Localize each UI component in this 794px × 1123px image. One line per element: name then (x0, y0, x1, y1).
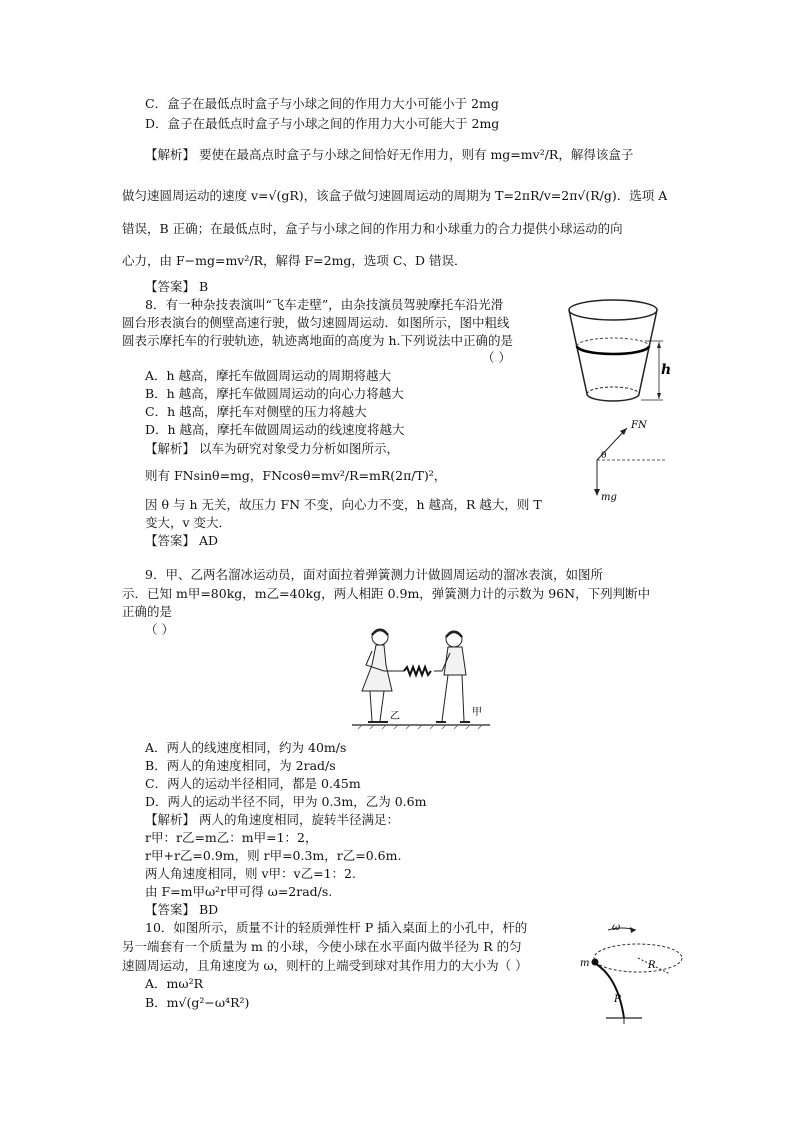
q8-stage-figure (563, 296, 683, 406)
q9-analysis-line-5: 由 F=m甲ω²r甲可得 ω=2rad/s. (145, 884, 333, 899)
q9-option-c: C．两人的运动半径相同，都是 0.45m (145, 776, 361, 791)
q7-analysis-line-3: 错误，B 正确；在最低点时，盒子与小球之间的作用力和小球重力的合力提供小球运动的向 (122, 221, 623, 236)
q9-stem-line-1: 9．甲、乙两名溜冰运动员，面对面拉着弹簧测力计做圆周运动的溜冰表演，如图所 (145, 567, 603, 582)
q7-analysis-line-1: 【解析】 要使在最高点时盒子与小球之间恰好无作用力，则有 mg=mv²/R，解得该盒子 (145, 147, 634, 162)
q10-fig-p-label: P (614, 994, 621, 1005)
q8-fig-fn-label: FN (631, 420, 647, 431)
q10-rod-figure (578, 922, 688, 1024)
q9-skaters-figure (348, 625, 494, 733)
q9-analysis-line-2: r甲：r乙=m乙：m甲=1：2， (145, 830, 318, 845)
q8-analysis-line-2: 则有 FNsinθ=mg，FNcosθ=mv²/R=mR(2π/T)²， (145, 468, 447, 483)
q9-stem-line-3: 正确的是 (122, 604, 173, 619)
q8-analysis-line-4: 变大，v 变大． (145, 515, 232, 530)
q7-answer: 【答案】 B (145, 279, 209, 294)
q9-option-a: A．两人的线速度相同，约为 40m/s (145, 740, 347, 755)
q8-option-b: B．h 越高，摩托车做圆周运动的向心力将越大 (145, 386, 404, 401)
q10-option-a: A．mω²R (145, 976, 203, 991)
q10-fig-r-label: R (648, 960, 656, 971)
q8-stem-line-3: 圆表示摩托车的行驶轨迹，轨迹离地面的高度为 h.下列说法中正确的是 (122, 333, 513, 348)
q9-stem-line-2: 示．已知 m甲=80kg，m乙=40kg，两人相距 0.9m，弹簧测力计的示数为 96N，下列判断中 (122, 586, 651, 601)
q9-answer: 【答案】 BD (145, 902, 219, 917)
q8-analysis-line-1: 【解析】 以车为研究对象受力分析如图所示， (145, 441, 399, 456)
q7-option-d: D．盒子在最低点时盒子与小球之间的作用力大小可能大于 2mg (145, 116, 500, 131)
q10-fig-omega-label: ω (612, 922, 621, 933)
q9-answer-paren: （ ） (145, 622, 174, 637)
q8-fig-mg-label: mg (601, 492, 617, 503)
q8-option-c: C．h 越高，摩托车对侧壁的压力将越大 (145, 404, 367, 419)
q9-analysis-line-4: 两人角速度相同，则 v甲：v乙=1：2. (145, 866, 356, 881)
q8-option-a: A．h 越高，摩托车做圆周运动的周期将越大 (145, 368, 392, 383)
q8-option-d: D．h 越高，摩托车做圆周运动的线速度将越大 (145, 422, 405, 437)
q8-stem-line-1: 8．有一种杂技表演叫“飞车走壁”，由杂技演员驾驶摩托车沿光滑 (145, 297, 504, 312)
q9-analysis-line-1: 【解析】 两人的角速度相同，旋转半径满足： (145, 812, 399, 827)
q10-fig-m-label: m (580, 958, 590, 969)
q7-analysis-line-4: 心力，由 F−mg=mv²/R，解得 F=2mg，选项 C、D 错误． (122, 253, 467, 268)
q8-fig-h-label: h (661, 362, 672, 378)
q10-stem-line-2: 另一端套有一个质量为 m 的小球，今使小球在水平面内做半径为 R 的匀 (122, 939, 522, 954)
q8-fig-theta-label: θ (601, 451, 607, 461)
q9-analysis-line-3: r甲+r乙=0.9m，则 r甲=0.3m，r乙=0.6m. (145, 848, 402, 863)
q9-fig-yi-label: 乙 (390, 711, 400, 722)
q10-stem-line-1: 10．如图所示，质量不计的轻质弹性杆 P 插入桌面上的小孔中，杆的 (145, 920, 528, 935)
q8-force-figure (585, 420, 675, 510)
q10-stem-line-3: 速圆周运动，且角速度为 ω，则杆的上端受到球对其作用力的大小为（ ） (122, 958, 528, 973)
q8-stem-line-2: 圆台形表演台的侧壁高速行驶，做匀速圆周运动．如图所示，图中粗线 (122, 315, 510, 330)
q10-option-b: B．m√(g²−ω⁴R²) (145, 995, 250, 1010)
q7-analysis-line-2: 做匀速圆周运动的速度 v=√(gR)，该盒子做匀速圆周运动的周期为 T=2πR/v=2π√(R/g)．选项 A (122, 188, 668, 203)
q9-option-d: D．两人的运动半径不同，甲为 0.3m，乙为 0.6m (145, 794, 427, 809)
q7-option-c: C．盒子在最低点时盒子与小球之间的作用力大小可能小于 2mg (145, 96, 499, 111)
q8-answer: 【答案】 AD (145, 533, 219, 548)
q8-answer-paren: （ ） (482, 350, 511, 365)
q8-analysis-line-3: 因 θ 与 h 无关，故压力 FN 不变，向心力不变，h 越高，R 越大，则 T (145, 497, 542, 512)
q9-option-b: B．两人的角速度相同，为 2rad/s (145, 758, 336, 773)
q9-fig-jia-label: 甲 (472, 707, 482, 718)
